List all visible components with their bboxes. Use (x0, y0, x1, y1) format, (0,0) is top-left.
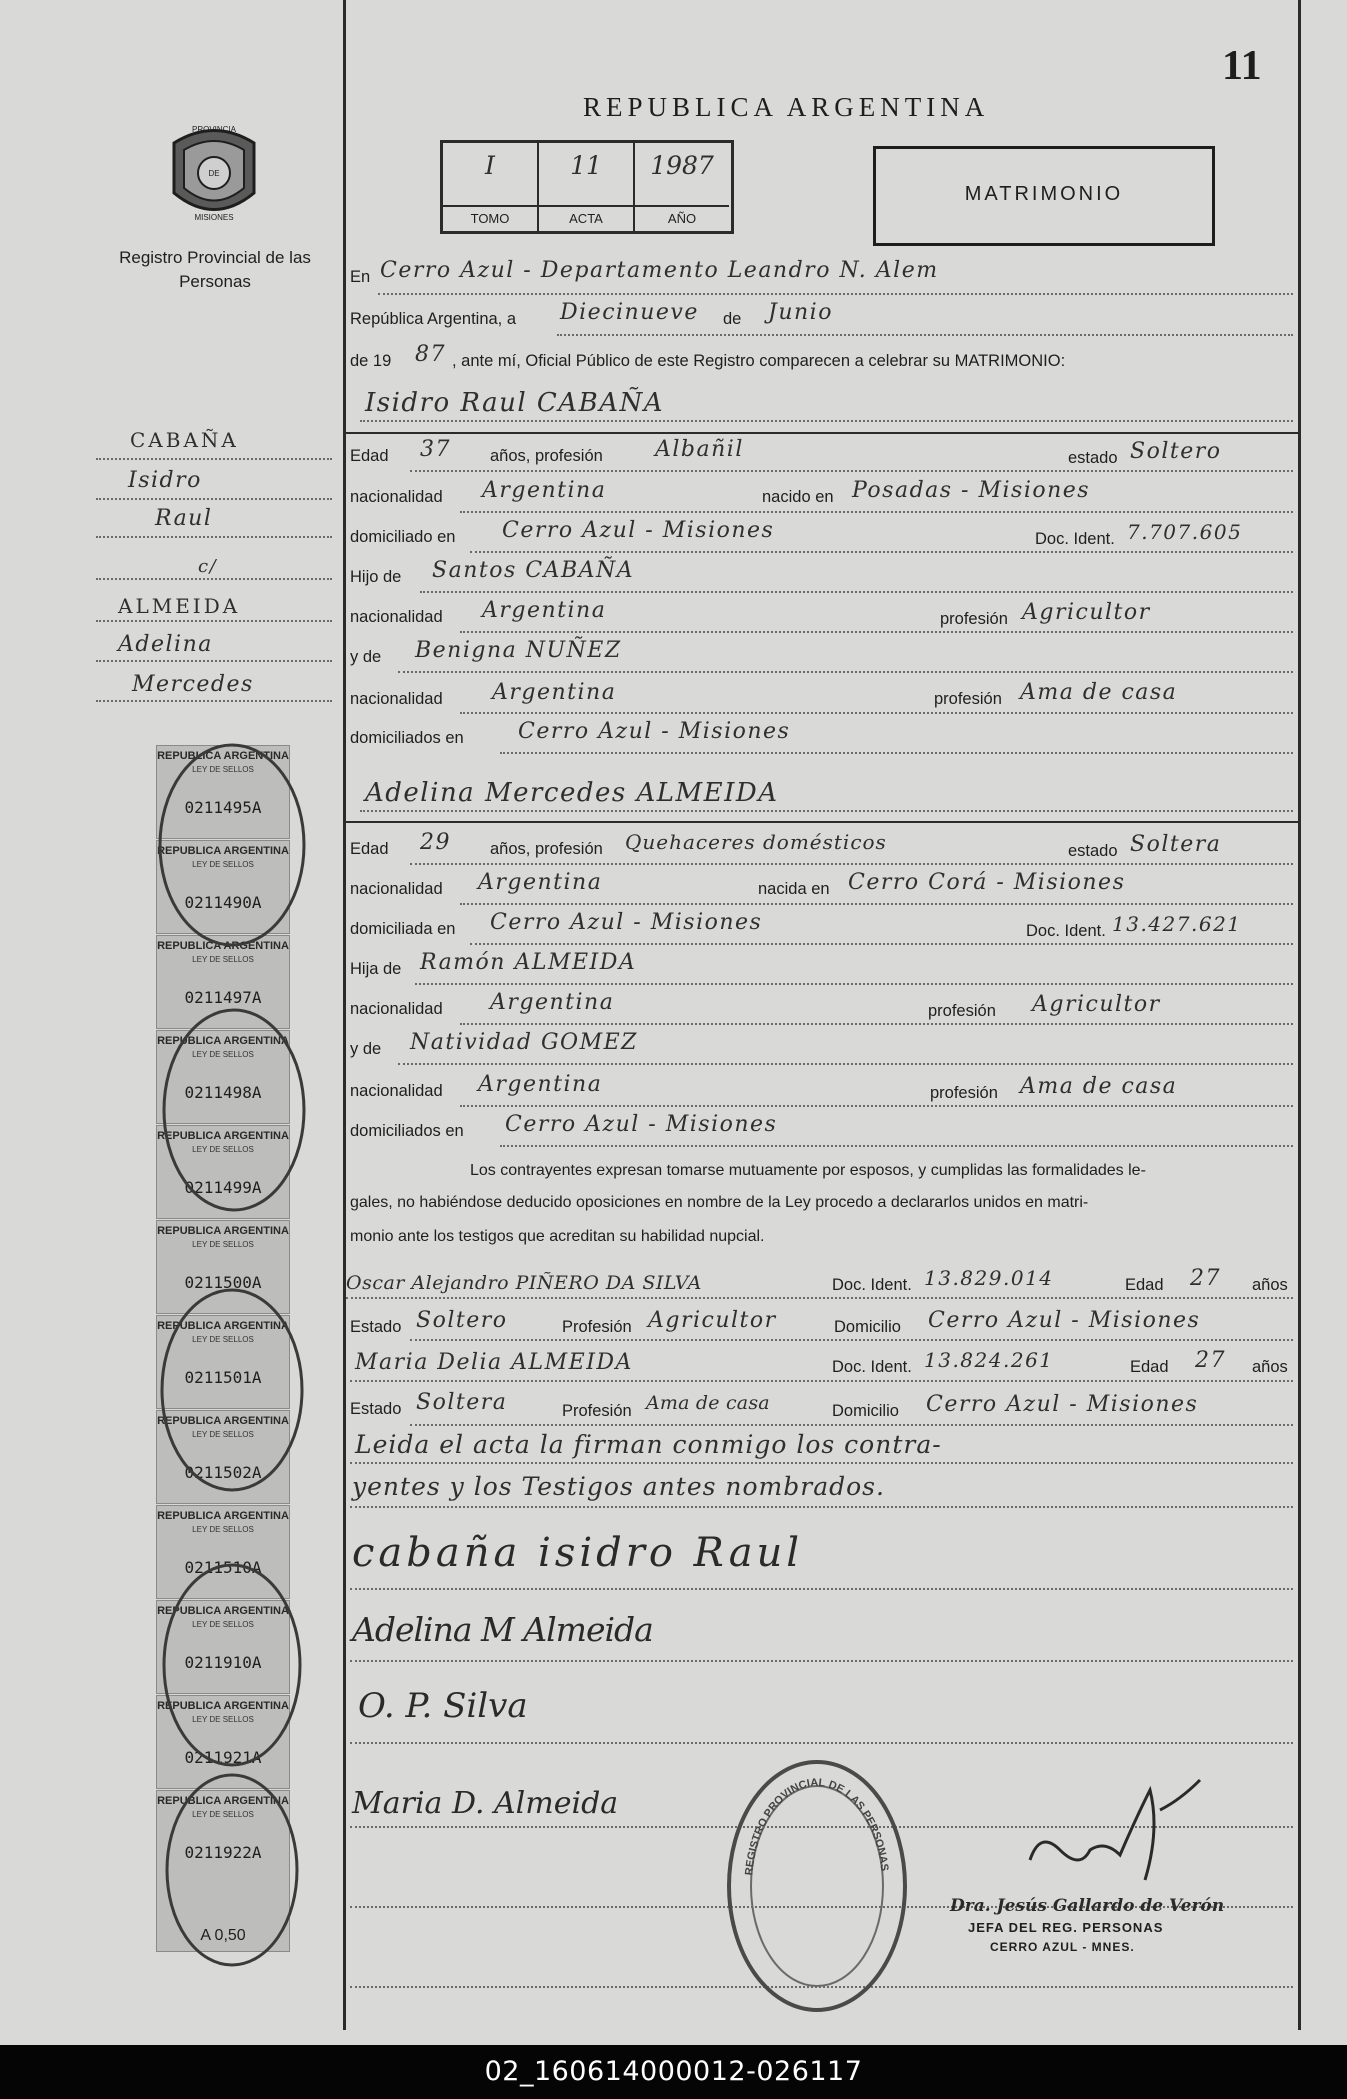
image-identifier: 02_160614000012-026117 (0, 2045, 1347, 2099)
witness2-profesion: Ama de casa (646, 1392, 770, 1414)
tomo-cell (443, 143, 539, 231)
bride-anos-label: años, profesión (490, 840, 603, 858)
year-prefix: de 19 (350, 352, 392, 370)
intro-year: 87 (415, 342, 446, 367)
dotted-line (470, 943, 1293, 945)
stamp-number: 0211499A (184, 1178, 262, 1197)
stamp-header: REPUBLICA ARGENTINA (157, 940, 289, 952)
groom-yde-label: y de (350, 648, 382, 666)
bride-dom-label: domiciliada en (350, 920, 456, 938)
emblem-text-top: PROVINCIA (191, 125, 237, 134)
stamp-header: REPUBLICA ARGENTINA (157, 1320, 289, 1332)
republica-label: República Argentina, a (350, 310, 517, 328)
groom-madre-prof: Ama de casa (1020, 680, 1178, 705)
official-title: JEFA DEL REG. PERSONAS (968, 1920, 1164, 1935)
groom-nacido: Posadas - Misiones (852, 478, 1091, 503)
closing-line-2: yentes y los Testigos antes nombrados. (352, 1472, 885, 1501)
stamp-header: REPUBLICA ARGENTINA (157, 1035, 289, 1047)
dotted-line (460, 511, 1293, 513)
dotted-line (460, 1105, 1293, 1107)
dotted-line (460, 903, 1293, 905)
bride-doc-label: Doc. Ident. (1026, 922, 1106, 940)
document-type-box (873, 146, 1215, 246)
margin-bride-name1: Adelina (118, 632, 213, 657)
groom-nacionalidad: Argentina (482, 478, 607, 503)
witness1-anos-label: años (1252, 1276, 1288, 1294)
tomo-label: TOMO (443, 205, 537, 231)
witness1-edad: 27 (1190, 1266, 1221, 1291)
acta-label: ACTA (539, 205, 633, 231)
official-name: Dra. Jesús Gallardo de Verón (950, 1896, 1225, 1916)
dotted-line (96, 620, 332, 622)
dotted-line (410, 1424, 1293, 1426)
bride-madre-prof-label: profesión (930, 1084, 998, 1102)
groom-profesion: Albañil (655, 437, 744, 462)
groom-madre-nac: Argentina (492, 680, 617, 705)
dotted-line (360, 810, 1293, 812)
provincial-emblem-icon (164, 118, 264, 228)
stamp-sub: LEY DE SELLOS (192, 1430, 254, 1439)
svg-text:REGISTRO PROVINCIAL DE LAS PER (743, 1777, 890, 1876)
groom-padre: Santos CABAÑA (432, 558, 635, 583)
stamp-sub: LEY DE SELLOS (192, 765, 254, 774)
bride-padre-nac-label: nacionalidad (350, 1000, 443, 1018)
emblem-text-bottom: MISIONES (194, 213, 234, 222)
dotted-line (96, 660, 332, 662)
dotted-line (500, 1145, 1293, 1147)
stamp-header: REPUBLICA ARGENTINA (157, 1700, 289, 1712)
margin-groom-name1: Isidro (128, 468, 202, 493)
witness1-dom-label: Domicilio (834, 1318, 901, 1336)
witness1-signature: O. P. Silva (358, 1686, 528, 1726)
witness1-edad-label: Edad (1125, 1276, 1164, 1294)
dotted-line (420, 591, 1293, 593)
stamp-number: 0211501A (184, 1368, 262, 1387)
witness2-anos-label: años (1252, 1358, 1288, 1376)
dotted-line (350, 1588, 1293, 1590)
groom-estado: Soltero (1130, 439, 1222, 464)
stamp-sub: LEY DE SELLOS (192, 860, 254, 869)
dotted-line (460, 631, 1293, 633)
stamp-sub: LEY DE SELLOS (192, 1335, 254, 1344)
dotted-line (96, 536, 332, 538)
anio-value: 1987 (650, 151, 714, 180)
tomo-value: I (485, 151, 495, 180)
stamp-number: 0211510A (184, 1558, 262, 1577)
emblem-text-mid: DE (208, 169, 220, 178)
groom-madre: Benigna NUÑEZ (415, 638, 622, 663)
witness2-dom-label: Domicilio (832, 1402, 899, 1420)
dotted-line (410, 470, 1293, 472)
bride-nacida-label: nacida en (758, 880, 830, 898)
groom-doc-label: Doc. Ident. (1035, 530, 1115, 548)
bride-estado-label: estado (1068, 842, 1118, 860)
witness2-doc-label: Doc. Ident. (832, 1358, 912, 1376)
stamp-sub: LEY DE SELLOS (192, 1715, 254, 1724)
groom-full-name: Isidro Raul CABAÑA (365, 388, 664, 418)
stamp-sub: LEY DE SELLOS (192, 1145, 254, 1154)
intro-place: Cerro Azul - Departamento Leandro N. Alem (380, 258, 939, 283)
dotted-line (500, 752, 1293, 754)
witness2-prof-label: Profesión (562, 1402, 632, 1420)
witness1-doc: 13.829.014 (924, 1266, 1054, 1290)
witness2-edad-label: Edad (1130, 1358, 1169, 1376)
bride-padre: Ramón ALMEIDA (420, 950, 637, 975)
witness2-edad: 27 (1195, 1348, 1226, 1373)
bride-edad: 29 (420, 830, 451, 855)
stamp-number: 0211921A (184, 1748, 262, 1767)
groom-nacido-label: nacido en (762, 488, 834, 506)
groom-anos-label: años, profesión (490, 447, 603, 465)
stamp-header: REPUBLICA ARGENTINA (157, 1130, 289, 1142)
witness2-doc: 13.824.261 (924, 1348, 1054, 1372)
acta-cell (539, 143, 635, 231)
witness2-estado: Soltera (416, 1390, 508, 1415)
bride-edad-label: Edad (350, 840, 389, 858)
groom-padres-dom: Cerro Azul - Misiones (518, 719, 791, 744)
witness2-name: Maria Delia ALMEIDA (355, 1350, 633, 1375)
dotted-line (360, 420, 1293, 422)
dotted-line (398, 671, 1293, 673)
dotted-line (415, 983, 1293, 985)
groom-edad-label: Edad (350, 447, 389, 465)
dotted-line (460, 712, 1293, 714)
bride-padre-nac: Argentina (490, 990, 615, 1015)
declaration-line-1: Los contrayentes expresan tomarse mutuamente por esposos, y cumplidas las formalidades le- (470, 1162, 1146, 1179)
dotted-line (460, 1023, 1293, 1025)
ante-text: , ante mí, Oficial Público de este Registro comparecen a celebrar su MATRIMONIO: (452, 352, 1066, 370)
dotted-line (96, 458, 332, 460)
margin-groom-surname: CABAÑA (130, 428, 239, 452)
bride-madre-nac: Argentina (478, 1072, 603, 1097)
dotted-line (350, 1742, 1293, 1744)
en-label: En (350, 268, 371, 286)
bride-padre-prof: Agricultor (1032, 992, 1161, 1017)
stamp-sub: LEY DE SELLOS (192, 1810, 254, 1819)
witness1-domicilio: Cerro Azul - Misiones (928, 1308, 1201, 1333)
bride-doms-label: domiciliados en (350, 1122, 464, 1140)
groom-doms-label: domiciliados en (350, 729, 464, 747)
seal-text: REGISTRO PROVINCIAL DE LAS PERSONAS (743, 1776, 891, 1876)
stamp-number: 0211490A (184, 893, 262, 912)
page-number: 11 (1222, 43, 1262, 89)
stamp-number: 0211497A (184, 988, 262, 1007)
official-seal-icon (722, 1756, 912, 2016)
acta-value: 11 (570, 151, 602, 180)
stamp-sub: LEY DE SELLOS (192, 1240, 254, 1249)
stamp-sub: LEY DE SELLOS (192, 1525, 254, 1534)
document-type: MATRIMONIO (964, 183, 1124, 205)
official-signature-icon (1010, 1770, 1230, 1900)
bride-hija-label: Hija de (350, 960, 402, 978)
groom-padre-prof: Agricultor (1022, 600, 1151, 625)
dotted-line (96, 578, 332, 580)
dotted-line (350, 1506, 1293, 1508)
record-number-table (440, 140, 734, 234)
intro-month: Junio (768, 300, 833, 325)
right-margin-rule (1298, 0, 1301, 2030)
dotted-line (350, 1462, 1293, 1464)
groom-dom-label: domiciliado en (350, 528, 456, 546)
dotted-line (410, 1339, 1293, 1341)
bride-domicilio: Cerro Azul - Misiones (490, 910, 763, 935)
bride-full-name: Adelina Mercedes ALMEIDA (365, 778, 779, 808)
witness1-estado: Soltero (416, 1308, 508, 1333)
intro-day: Diecinueve (560, 300, 699, 325)
stamp-number: 0211498A (184, 1083, 262, 1102)
groom-section-rule (343, 432, 1298, 434)
bride-nac-label: nacionalidad (350, 880, 443, 898)
left-margin-rule (343, 0, 346, 2030)
witness1-estado-label: Estado (350, 1318, 402, 1336)
closing-line-1: Leida el acta la firman conmigo los contra- (355, 1430, 942, 1459)
bride-madre: Natividad GOMEZ (410, 1030, 638, 1055)
stamp-header: REPUBLICA ARGENTINA (157, 1225, 289, 1237)
registry-name: Registro Provincial de las Personas (119, 248, 311, 291)
witness2-signature: Maria D. Almeida (352, 1786, 619, 1821)
stamp-sub: LEY DE SELLOS (192, 1050, 254, 1059)
margin-groom-name2: Raul (155, 506, 213, 531)
groom-padre-nac: Argentina (482, 598, 607, 623)
dotted-line (378, 293, 1293, 295)
stamp-header: REPUBLICA ARGENTINA (157, 1510, 289, 1522)
stamp-number: 0211495A (184, 798, 262, 817)
cancellation-postmarks-icon (142, 730, 312, 1980)
groom-madre-prof-label: profesión (934, 690, 1002, 708)
declaration-line-2: gales, no habiéndose deducido oposiciones en nombre de la Ley procedo a declararlos unidos en matri- (350, 1194, 1089, 1211)
dotted-line (410, 863, 1293, 865)
dotted-line (557, 334, 1293, 336)
anio-cell (635, 143, 729, 231)
groom-doc: 7.707.605 (1127, 520, 1243, 544)
bride-signature: Adelina M Almeida (352, 1610, 653, 1649)
groom-padre-nac-label: nacionalidad (350, 608, 443, 626)
bride-estado: Soltera (1130, 832, 1222, 857)
witness1-doc-label: Doc. Ident. (832, 1276, 912, 1294)
groom-estado-label: estado (1068, 449, 1118, 467)
official-place: CERRO AZUL - MNES. (990, 1940, 1135, 1954)
dotted-line (346, 1297, 1293, 1299)
stamp-number: 0211502A (184, 1463, 262, 1482)
margin-bride-surname: ALMEIDA (118, 594, 241, 618)
stamp-sub: LEY DE SELLOS (192, 955, 254, 964)
stamp-value: A 0,50 (200, 1927, 246, 1944)
bride-nacida: Cerro Corá - Misiones (848, 870, 1126, 895)
bride-padres-dom: Cerro Azul - Misiones (505, 1112, 778, 1137)
stamp-number: 0211922A (184, 1843, 262, 1862)
witness1-name: Oscar Alejandro PIÑERO DA SILVA (346, 1272, 702, 1294)
stamp-header: REPUBLICA ARGENTINA (157, 1605, 289, 1617)
bride-madre-prof: Ama de casa (1020, 1074, 1178, 1099)
groom-padre-prof-label: profesión (940, 610, 1008, 628)
bride-yde-label: y de (350, 1040, 382, 1058)
dotted-line (96, 498, 332, 500)
bride-doc: 13.427.621 (1112, 912, 1242, 936)
stamp-header: REPUBLICA ARGENTINA (157, 845, 289, 857)
stamp-header: REPUBLICA ARGENTINA (157, 1415, 289, 1427)
witness1-profesion: Agricultor (648, 1308, 777, 1333)
intro-de-label: de (723, 310, 742, 328)
stamp-header: REPUBLICA ARGENTINA (157, 750, 289, 762)
bride-padre-prof-label: profesión (928, 1002, 996, 1020)
margin-bride-name2: Mercedes (132, 672, 254, 697)
country-title: REPUBLICA ARGENTINA (583, 92, 990, 122)
bride-profesion: Quehaceres domésticos (625, 830, 887, 854)
margin-conj: c/ (198, 556, 218, 577)
dotted-line (398, 1063, 1293, 1065)
groom-edad: 37 (420, 437, 451, 462)
bride-section-rule (343, 821, 1298, 823)
anio-label: AÑO (635, 205, 729, 231)
revenue-stamps (152, 730, 292, 1980)
stamp-number: 0211500A (184, 1273, 262, 1292)
dotted-line (350, 1660, 1293, 1662)
groom-madre-nac-label: nacionalidad (350, 690, 443, 708)
groom-nac-label: nacionalidad (350, 488, 443, 506)
witness2-estado-label: Estado (350, 1400, 402, 1418)
groom-signature: cabaña isidro Raul (352, 1530, 804, 1576)
dotted-line (350, 1380, 1293, 1382)
groom-hijo-label: Hijo de (350, 568, 402, 586)
stamp-number: 0211910A (184, 1653, 262, 1672)
witness1-prof-label: Profesión (562, 1318, 632, 1336)
stamp-header: REPUBLICA ARGENTINA (157, 1795, 289, 1807)
declaration-line-3: monio ante los testigos que acreditan su habilidad nupcial. (350, 1228, 765, 1245)
dotted-line (96, 700, 332, 702)
stamp-sub: LEY DE SELLOS (192, 1620, 254, 1629)
groom-domicilio: Cerro Azul - Misiones (502, 518, 775, 543)
witness2-domicilio: Cerro Azul - Misiones (926, 1392, 1199, 1417)
bride-madre-nac-label: nacionalidad (350, 1082, 443, 1100)
dotted-line (470, 551, 1293, 553)
bride-nacionalidad: Argentina (478, 870, 603, 895)
